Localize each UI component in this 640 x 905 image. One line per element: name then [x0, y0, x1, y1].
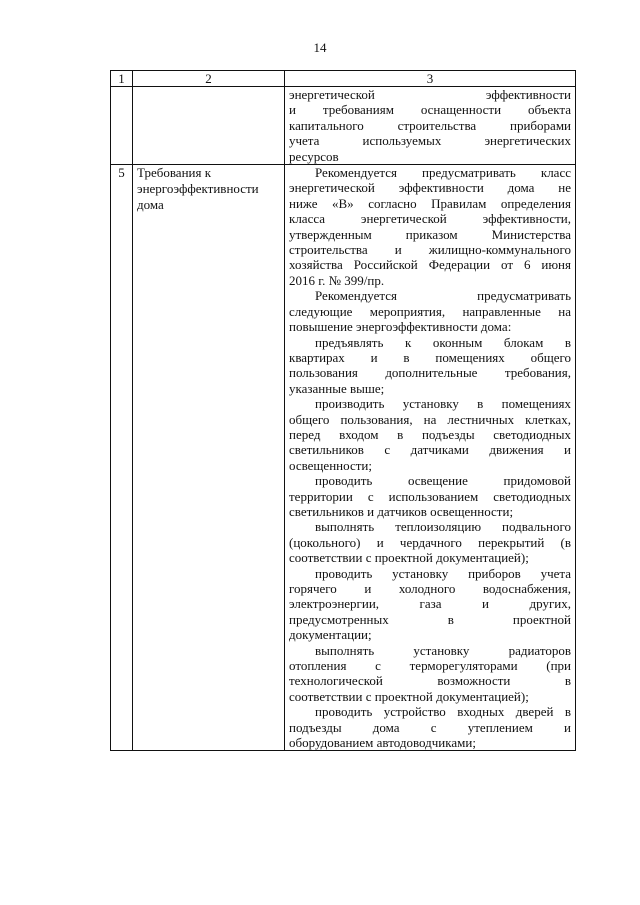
text-line: проводить установку приборов учета	[315, 565, 571, 581]
row-number-cell	[111, 87, 133, 165]
text-line: энергетической эффективности	[289, 87, 571, 102]
text-line: ресурсов	[289, 148, 339, 164]
table-row-5	[111, 165, 576, 751]
text-line: подъезды дома с утеплением и	[289, 719, 571, 735]
table-header-row	[111, 71, 576, 87]
text-line: утвержденным приказом Министерства	[289, 226, 571, 242]
text-line: учета используемых энергетических	[289, 133, 571, 149]
row-number-cell: 5	[111, 165, 133, 751]
measure-paragraph	[289, 165, 571, 288]
row-label-cell	[133, 87, 285, 165]
text-line: отопления с терморегуляторами (при	[289, 658, 571, 674]
measure-paragraph	[289, 473, 571, 519]
text-line: светильников с датчиками движения и	[289, 442, 571, 458]
text-line: выполнять теплоизоляцию подвального	[315, 519, 571, 535]
header-col-3: 3	[285, 71, 576, 87]
text-line: (цокольного) и чердачного перекрытий (в	[289, 534, 571, 550]
text-line: освещенности;	[289, 457, 372, 473]
measure-paragraph	[289, 519, 571, 565]
row-label-cell	[133, 165, 285, 751]
text-line: Рекомендуется предусматривать класс	[315, 165, 571, 181]
requirements-continuation-text	[289, 87, 571, 164]
text-line: капитального строительства приборами	[289, 117, 571, 133]
label-line: энергоэффективности	[137, 181, 259, 197]
energy-efficiency-measures-text	[289, 165, 571, 750]
header-col-1: 1	[111, 71, 133, 87]
text-line: повышение энергоэффективности дома:	[289, 319, 512, 335]
text-line: 2016 г. № 399/пр.	[289, 272, 385, 288]
text-line: хозяйства Российской Федерации от 6 июня	[289, 257, 571, 273]
row-content-cell	[285, 87, 576, 165]
text-line: класса энергетической эффективности,	[289, 211, 571, 227]
text-line: следующие мероприятия, направленные на	[289, 303, 571, 319]
measure-paragraph	[289, 643, 571, 705]
label-line: дома	[137, 197, 164, 213]
measure-paragraph	[289, 335, 571, 397]
text-line: указанные выше;	[289, 380, 385, 396]
text-line: квартирах и в помещениях общего	[289, 349, 571, 365]
page-number: 14	[313, 40, 327, 55]
text-line: пользования дополнительные требования,	[289, 365, 571, 381]
text-line: соответствии с проектной документацией);	[289, 550, 529, 566]
text-line: предъявлять к оконным блокам в	[315, 334, 571, 350]
text-line: выполнять установку радиаторов	[315, 642, 571, 658]
text-line: оборудованием автодоводчиками;	[289, 735, 476, 751]
text-line: перед входом в подъезды светодиодных	[289, 426, 571, 442]
table-row-continued	[111, 87, 576, 165]
text-line: светильников и датчиков освещенности;	[289, 503, 514, 519]
text-line: и требованиям оснащенности объекта	[289, 102, 571, 118]
document-table	[110, 70, 576, 751]
text-line: предусмотренных в проектной	[289, 611, 571, 627]
label-line: Требования к	[137, 165, 212, 181]
text-line: территории с использованием светодиодных	[289, 488, 571, 504]
text-line: строительства и жилищно-коммунального	[289, 242, 571, 258]
header-col-2: 2	[133, 71, 285, 87]
text-line: проводить освещение придомовой	[315, 473, 571, 489]
text-line: документации;	[289, 627, 372, 643]
text-line: технологической возможности в	[289, 673, 571, 689]
row-content-cell	[285, 165, 576, 751]
text-line: соответствии с проектной документацией);	[289, 688, 529, 704]
text-line: ниже «В» согласно Правилам определения	[289, 195, 571, 211]
text-line: проводить устройство входных дверей в	[315, 704, 571, 720]
text-line: Рекомендуется предусматривать	[315, 288, 571, 304]
text-line: производить установку в помещениях	[315, 396, 571, 412]
text-line: электроэнергии, газа и других,	[289, 596, 571, 612]
energy-efficiency-requirements-label	[137, 165, 280, 213]
measure-paragraph	[289, 566, 571, 643]
text-line: общего пользования, на лестничных клетках,	[289, 411, 571, 427]
measure-paragraph	[289, 704, 571, 750]
measure-paragraph	[289, 396, 571, 473]
measure-paragraph	[289, 288, 571, 334]
text-line: горячего и холодного водоснабжения,	[289, 581, 571, 596]
text-line: энергетической эффективности дома не	[289, 180, 571, 196]
